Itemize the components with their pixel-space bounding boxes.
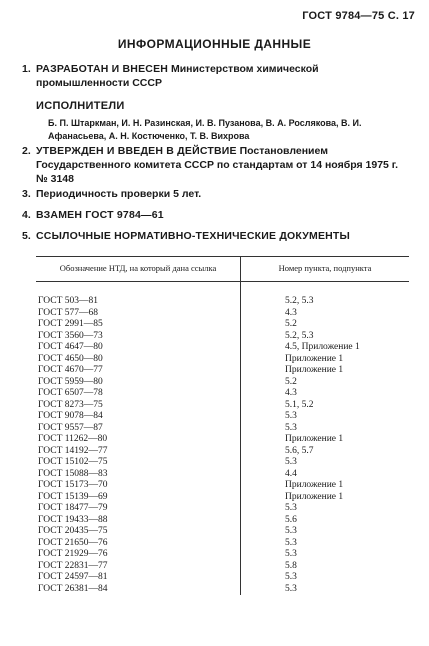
ntd-designation: ГОСТ 21650—76	[36, 538, 241, 550]
clause-number: 5.3	[285, 526, 297, 536]
table-row	[36, 457, 409, 469]
table-row	[36, 388, 409, 400]
table-row	[36, 503, 409, 515]
table-row	[36, 480, 409, 492]
ntd-designation: ГОСТ 4647—80	[36, 342, 241, 354]
clause-number: 5.3	[285, 583, 297, 594]
table-row	[36, 354, 409, 366]
col-clause-header: Номер пункта, подпункта	[241, 257, 410, 282]
table-row	[36, 572, 409, 584]
ntd-designation: ГОСТ 15102—75	[36, 457, 241, 469]
clause-number: 5.2, 5.3	[285, 296, 314, 306]
table-row	[36, 526, 409, 538]
item-text: Постановлением Государственного комитета СССР по стандартам от 14 ноября 1975 г. № 3148	[36, 145, 399, 185]
table-row	[36, 434, 409, 446]
clause-number: 5.3	[285, 411, 297, 421]
ntd-designation: ГОСТ 21929—76	[36, 549, 241, 561]
table-row	[36, 492, 409, 504]
table-row	[36, 308, 409, 320]
ntd-designation: ГОСТ 14192—77	[36, 446, 241, 458]
clause-number: 5.6	[285, 514, 297, 525]
table-row	[36, 331, 409, 343]
table-row	[36, 400, 409, 412]
item-text: Министерством химической промышленности СССР	[36, 63, 319, 89]
item-lead: УТВЕРЖДЕН И ВВЕДЕН В ДЕЙСТВИЕ	[36, 145, 237, 157]
executors-names: Б. П. Штаркман, И. Н. Разинская, И. В. Пузанова, В. А. Рослякова, В. И. Афанасьева, А. Н. Костюченко, Т. В. Вихрова	[48, 118, 362, 141]
clause-number: 4.5, Приложение 1	[285, 342, 360, 352]
table-row	[36, 319, 409, 331]
item-5	[22, 229, 411, 243]
page-title: ИНФОРМАЦИОННЫЕ ДАННЫЕ	[117, 37, 312, 51]
ntd-designation: ГОСТ 9078—84	[36, 411, 241, 423]
item-1	[22, 62, 411, 90]
executors-heading: ИСПОЛНИТЕЛИ	[36, 100, 125, 112]
ntd-designation: ГОСТ 4670—77	[36, 365, 241, 377]
table-row	[36, 561, 409, 573]
table-row	[36, 584, 409, 596]
clause-number: Приложение 1	[285, 365, 344, 375]
table-row	[36, 411, 409, 423]
clause-number: 5.3	[285, 503, 297, 513]
clause-number: 4.3	[285, 388, 297, 398]
ntd-designation: ГОСТ 4650—80	[36, 354, 241, 366]
references-table	[36, 256, 409, 595]
table-row	[36, 549, 409, 561]
ntd-designation: ГОСТ 5959—80	[36, 377, 241, 389]
ntd-designation: ГОСТ 11262—80	[36, 434, 241, 446]
clause-number: 5.3	[285, 537, 297, 548]
ntd-designation: ГОСТ 15088—83	[36, 469, 241, 481]
clause-number: 5.8	[285, 560, 297, 571]
clause-number: Приложение 1	[285, 353, 344, 364]
table-header-row	[36, 257, 409, 282]
ntd-designation: ГОСТ 2991—85	[36, 319, 241, 331]
table-row	[36, 538, 409, 550]
item-number: 3.	[22, 188, 31, 200]
ntd-designation: ГОСТ 6507—78	[36, 388, 241, 400]
table-body	[36, 282, 409, 596]
clause-number: 5.2, 5.3	[285, 330, 314, 341]
table-row	[36, 377, 409, 389]
ntd-designation: ГОСТ 20435—75	[36, 526, 241, 538]
item-lead: ВЗАМЕН ГОСТ 9784—61	[36, 209, 164, 221]
item-lead: РАЗРАБОТАН И ВНЕСЕН	[36, 63, 169, 75]
item-number: 1.	[22, 63, 31, 75]
ntd-designation: ГОСТ 503—81	[36, 282, 241, 308]
ntd-designation: ГОСТ 22831—77	[36, 561, 241, 573]
page-header: ГОСТ 9784—75 С. 17	[302, 10, 415, 22]
clause-number: Приложение 1	[285, 434, 344, 444]
clause-number: 5.3	[285, 572, 297, 582]
item-2	[22, 144, 411, 186]
clause-number: 5.3	[285, 549, 297, 559]
col-designation-header: Обозначение НТД, на который дана ссылка	[36, 257, 241, 282]
table-row	[36, 515, 409, 527]
item-lead: ССЫЛОЧНЫЕ НОРМАТИВНО-ТЕХНИЧЕСКИЕ ДОКУМЕНТЫ	[36, 230, 351, 242]
ntd-designation: ГОСТ 26381—84	[36, 584, 241, 596]
item-4	[22, 208, 411, 222]
clause-number: 5.2	[285, 319, 297, 329]
item-number: 4.	[22, 209, 31, 221]
ntd-designation: ГОСТ 24597—81	[36, 572, 241, 584]
clause-number: 5.6, 5.7	[285, 445, 314, 456]
ntd-designation: ГОСТ 18477—79	[36, 503, 241, 515]
item-number: 2.	[22, 145, 31, 157]
table-row	[36, 282, 409, 308]
ntd-designation: ГОСТ 15139—69	[36, 492, 241, 504]
item-text: Периодичность проверки 5 лет.	[36, 188, 202, 200]
ntd-designation: ГОСТ 577—68	[36, 308, 241, 320]
table-row	[36, 423, 409, 435]
table-row	[36, 446, 409, 458]
clause-number: 4.3	[285, 307, 297, 318]
clause-number: 5.3	[285, 422, 297, 433]
clause-number: 4.4	[285, 468, 297, 479]
clause-number: Приложение 1	[285, 480, 344, 490]
item-3	[22, 187, 411, 201]
clause-number: 5.3	[285, 457, 297, 467]
ntd-designation: ГОСТ 3560—73	[36, 331, 241, 343]
table-row	[36, 469, 409, 481]
item-number: 5.	[22, 230, 31, 242]
clause-number: 5.1, 5.2	[285, 399, 314, 410]
ntd-designation: ГОСТ 19433—88	[36, 515, 241, 527]
clause-number: Приложение 1	[285, 491, 344, 502]
ntd-designation: ГОСТ 9557—87	[36, 423, 241, 435]
ntd-designation: ГОСТ 15173—70	[36, 480, 241, 492]
table-row	[36, 365, 409, 377]
ntd-designation: ГОСТ 8273—75	[36, 400, 241, 412]
table-row	[36, 342, 409, 354]
clause-number: 5.2	[285, 376, 297, 387]
